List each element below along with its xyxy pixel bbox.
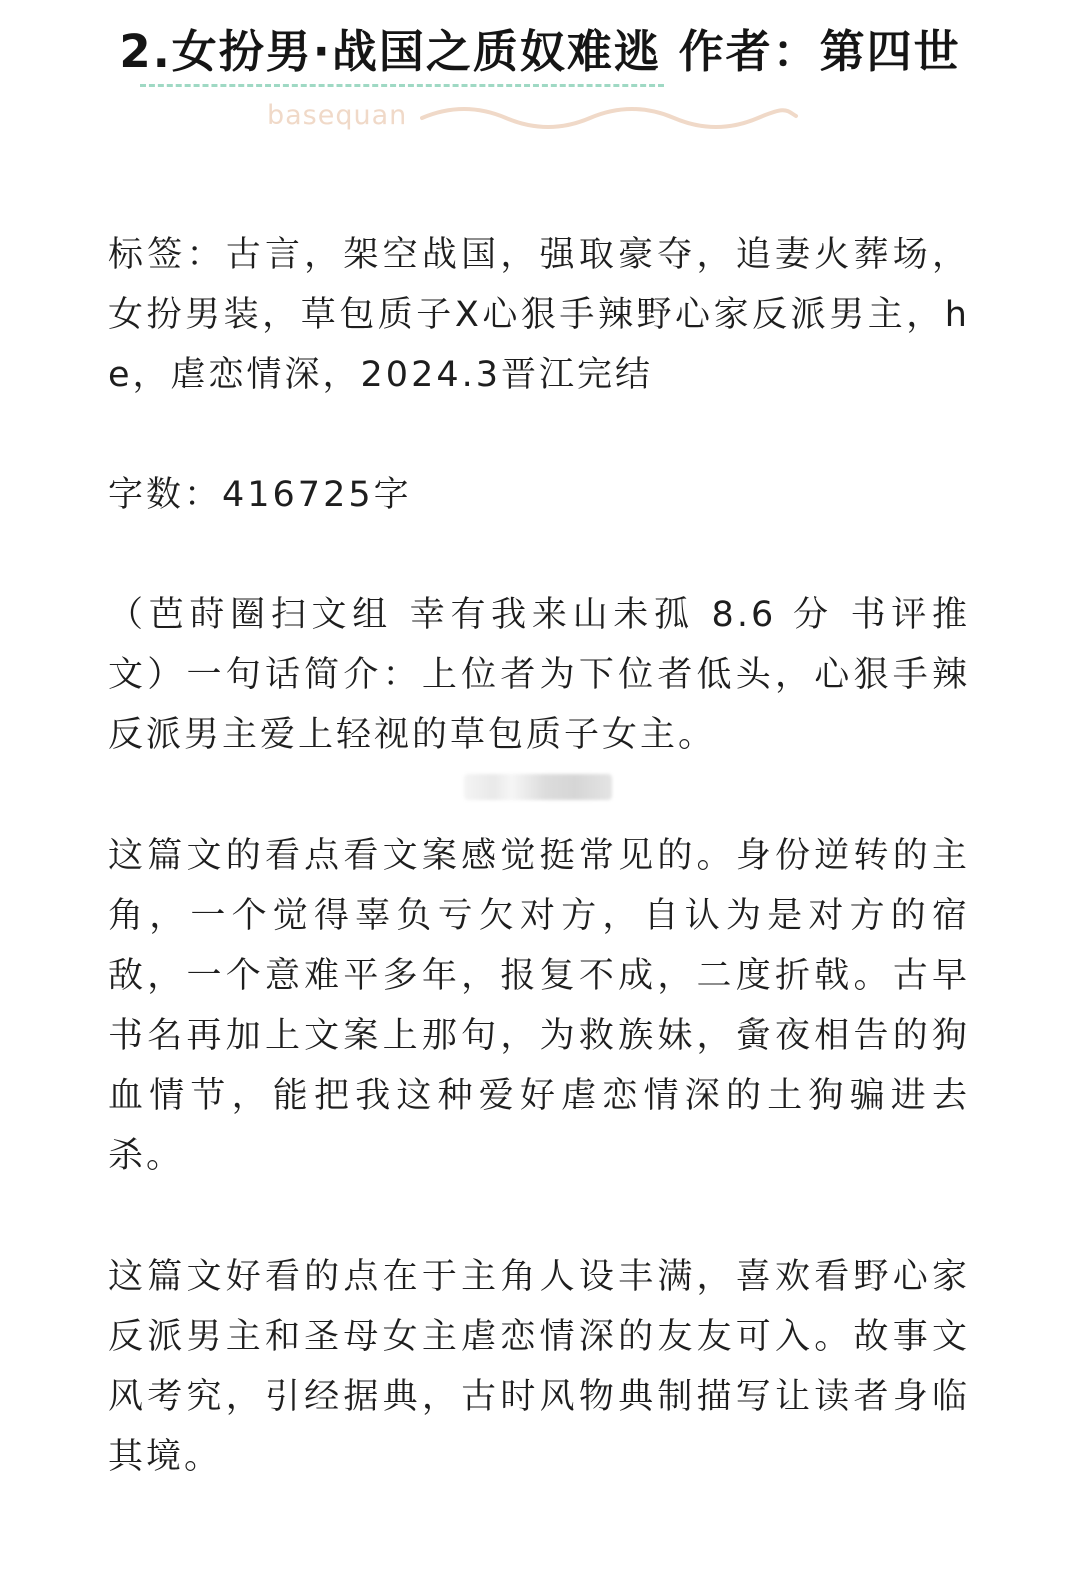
blurred-artifact <box>464 774 612 800</box>
page-title: 2.女扮男·战国之质奴难逃 作者：第四世 <box>119 25 961 78</box>
word-count-paragraph: 字数：416725字 <box>108 475 412 515</box>
review-paragraph-1: 这篇文的看点看文案感觉挺常见的。身份逆转的主角，一个觉得辜负亏欠对方，自认为是对方的宿敌，一个意难平多年，报复不成，二度折戟。古早书名再加上文案上那句，为救族妹，夤夜相告的狗血情节，能把我这种爱好虐恋情深的土狗骗进去杀。 <box>108 836 970 1176</box>
title-underline-dashed <box>140 84 664 87</box>
review-paragraph-2: 这篇文好看的点在于主角人设丰满，喜欢看野心家反派男主和圣母女主虐恋情深的友友可入。故事文风考究，引经据典，古时风物典制描写让读者身临其境。 <box>108 1257 970 1477</box>
tags-paragraph: 标签：古言，架空战国，强取豪夺，追妻火葬场，女扮男装，草包质子X心狠手辣野心家反派男主，he，虐恋情深，2024.3晋江完结 <box>108 235 970 395</box>
wave-decoration-icon <box>420 102 800 134</box>
watermark-text: basequan <box>267 100 408 131</box>
summary-paragraph: （芭莳圈扫文组 幸有我来山未孤 8.6 分 书评推文）一句话简介：上位者为下位者低头，心狠手辣反派男主爱上轻视的草包质子女主。 <box>108 595 970 755</box>
